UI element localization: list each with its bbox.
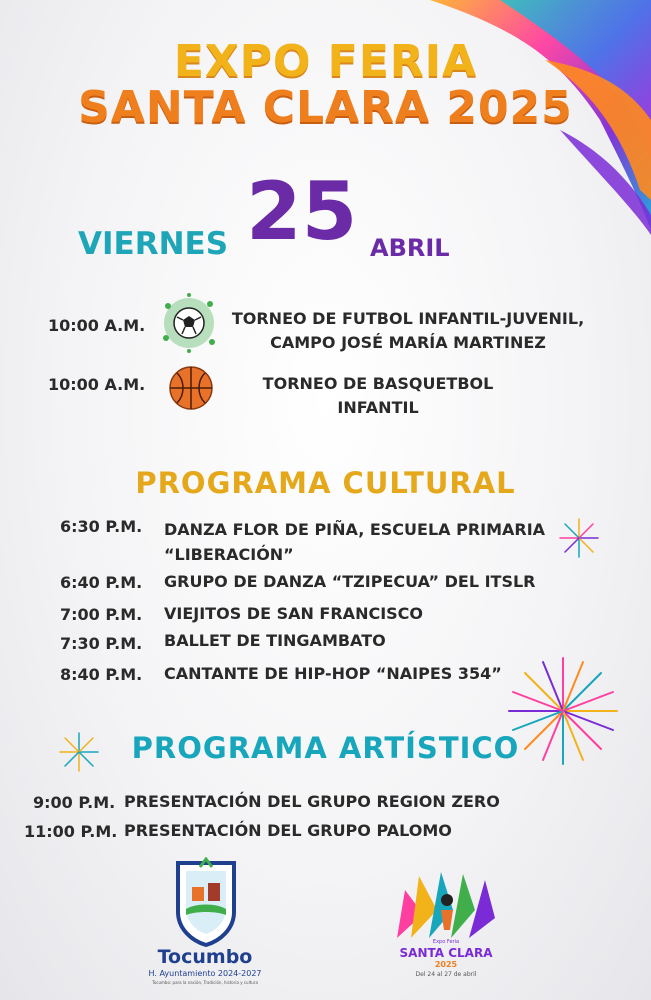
sport-event-line1: TORNEO DE BASQUETBOL <box>262 374 494 393</box>
cultural-item-line1: DANZA FLOR DE PIÑA, ESCUELA PRIMARIA <box>164 520 546 539</box>
cultural-item-line2: “LIBERACIÓN” <box>164 545 294 564</box>
artistic-item-title: PRESENTACIÓN DEL GRUPO REGION ZERO <box>124 792 500 811</box>
month-label: ABRIL <box>370 234 450 262</box>
sport-event-line1: TORNEO DE FUTBOL INFANTIL-JUVENIL, <box>231 309 585 328</box>
cultural-item-time: 6:30 P.M. <box>60 517 143 536</box>
event-title-line2: SANTA CLARA 2025 <box>78 82 573 133</box>
cultural-item-title: GRUPO DE DANZA “TZIPECUA” DEL ITSLR <box>164 572 536 591</box>
artistic-item-time: 11:00 P.M. <box>24 822 118 841</box>
cultural-item-time: 6:40 P.M. <box>60 573 143 592</box>
cultural-item-title: CANTANTE DE HIP-HOP “NAIPES 354” <box>164 664 502 683</box>
sport-event-title <box>226 307 590 355</box>
tocumbo-logo-subtitle: H. Ayuntamiento 2024-2027 <box>148 969 262 978</box>
sport-event-line2: INFANTIL <box>337 398 419 417</box>
cultural-item-time: 7:30 P.M. <box>60 634 143 653</box>
cultural-item-time: 8:40 P.M. <box>60 665 143 684</box>
cultural-item-title <box>164 517 545 567</box>
santa-clara-logo-year: 2025 <box>434 960 458 969</box>
basketball-icon <box>168 365 214 411</box>
firework-icon <box>555 516 603 560</box>
weekday-label: VIERNES <box>78 226 229 262</box>
santa-clara-logo-small: Expo Feria <box>432 939 460 945</box>
tocumbo-logo-name: Tocumbo <box>157 946 253 968</box>
santa-clara-logo-dates: Del 24 al 27 de abril <box>415 971 477 978</box>
cultural-item-title: BALLET DE TINGAMBATO <box>164 631 386 650</box>
tocumbo-logo-tagline: Tocumbo: para la nación, Tradición, historia y cultura <box>152 980 258 985</box>
sport-event-time: 10:00 A.M. <box>48 316 146 335</box>
tocumbo-crest-icon <box>172 857 240 947</box>
soccer-ball-icon <box>160 292 218 354</box>
event-title-line1: EXPO FERIA <box>173 36 478 87</box>
artistic-item-time: 9:00 P.M. <box>33 793 116 812</box>
cultural-program-heading: PROGRAMA CULTURAL <box>135 466 516 500</box>
santa-clara-logo-name: SANTA CLARA <box>399 946 493 960</box>
cultural-item-title: VIEJITOS DE SAN FRANCISCO <box>164 604 424 623</box>
santa-clara-logo-icon <box>395 870 497 940</box>
cultural-item-time: 7:00 P.M. <box>60 605 143 624</box>
artistic-item-title: PRESENTACIÓN DEL GRUPO PALOMO <box>124 821 452 840</box>
sport-event-time: 10:00 A.M. <box>48 375 146 394</box>
sport-event-title <box>226 372 530 420</box>
sport-event-line2: CAMPO JOSÉ MARÍA MARTINEZ <box>270 333 546 352</box>
artistic-program-heading: PROGRAMA ARTÍSTICO <box>131 731 520 765</box>
day-number: 25 <box>246 165 358 258</box>
